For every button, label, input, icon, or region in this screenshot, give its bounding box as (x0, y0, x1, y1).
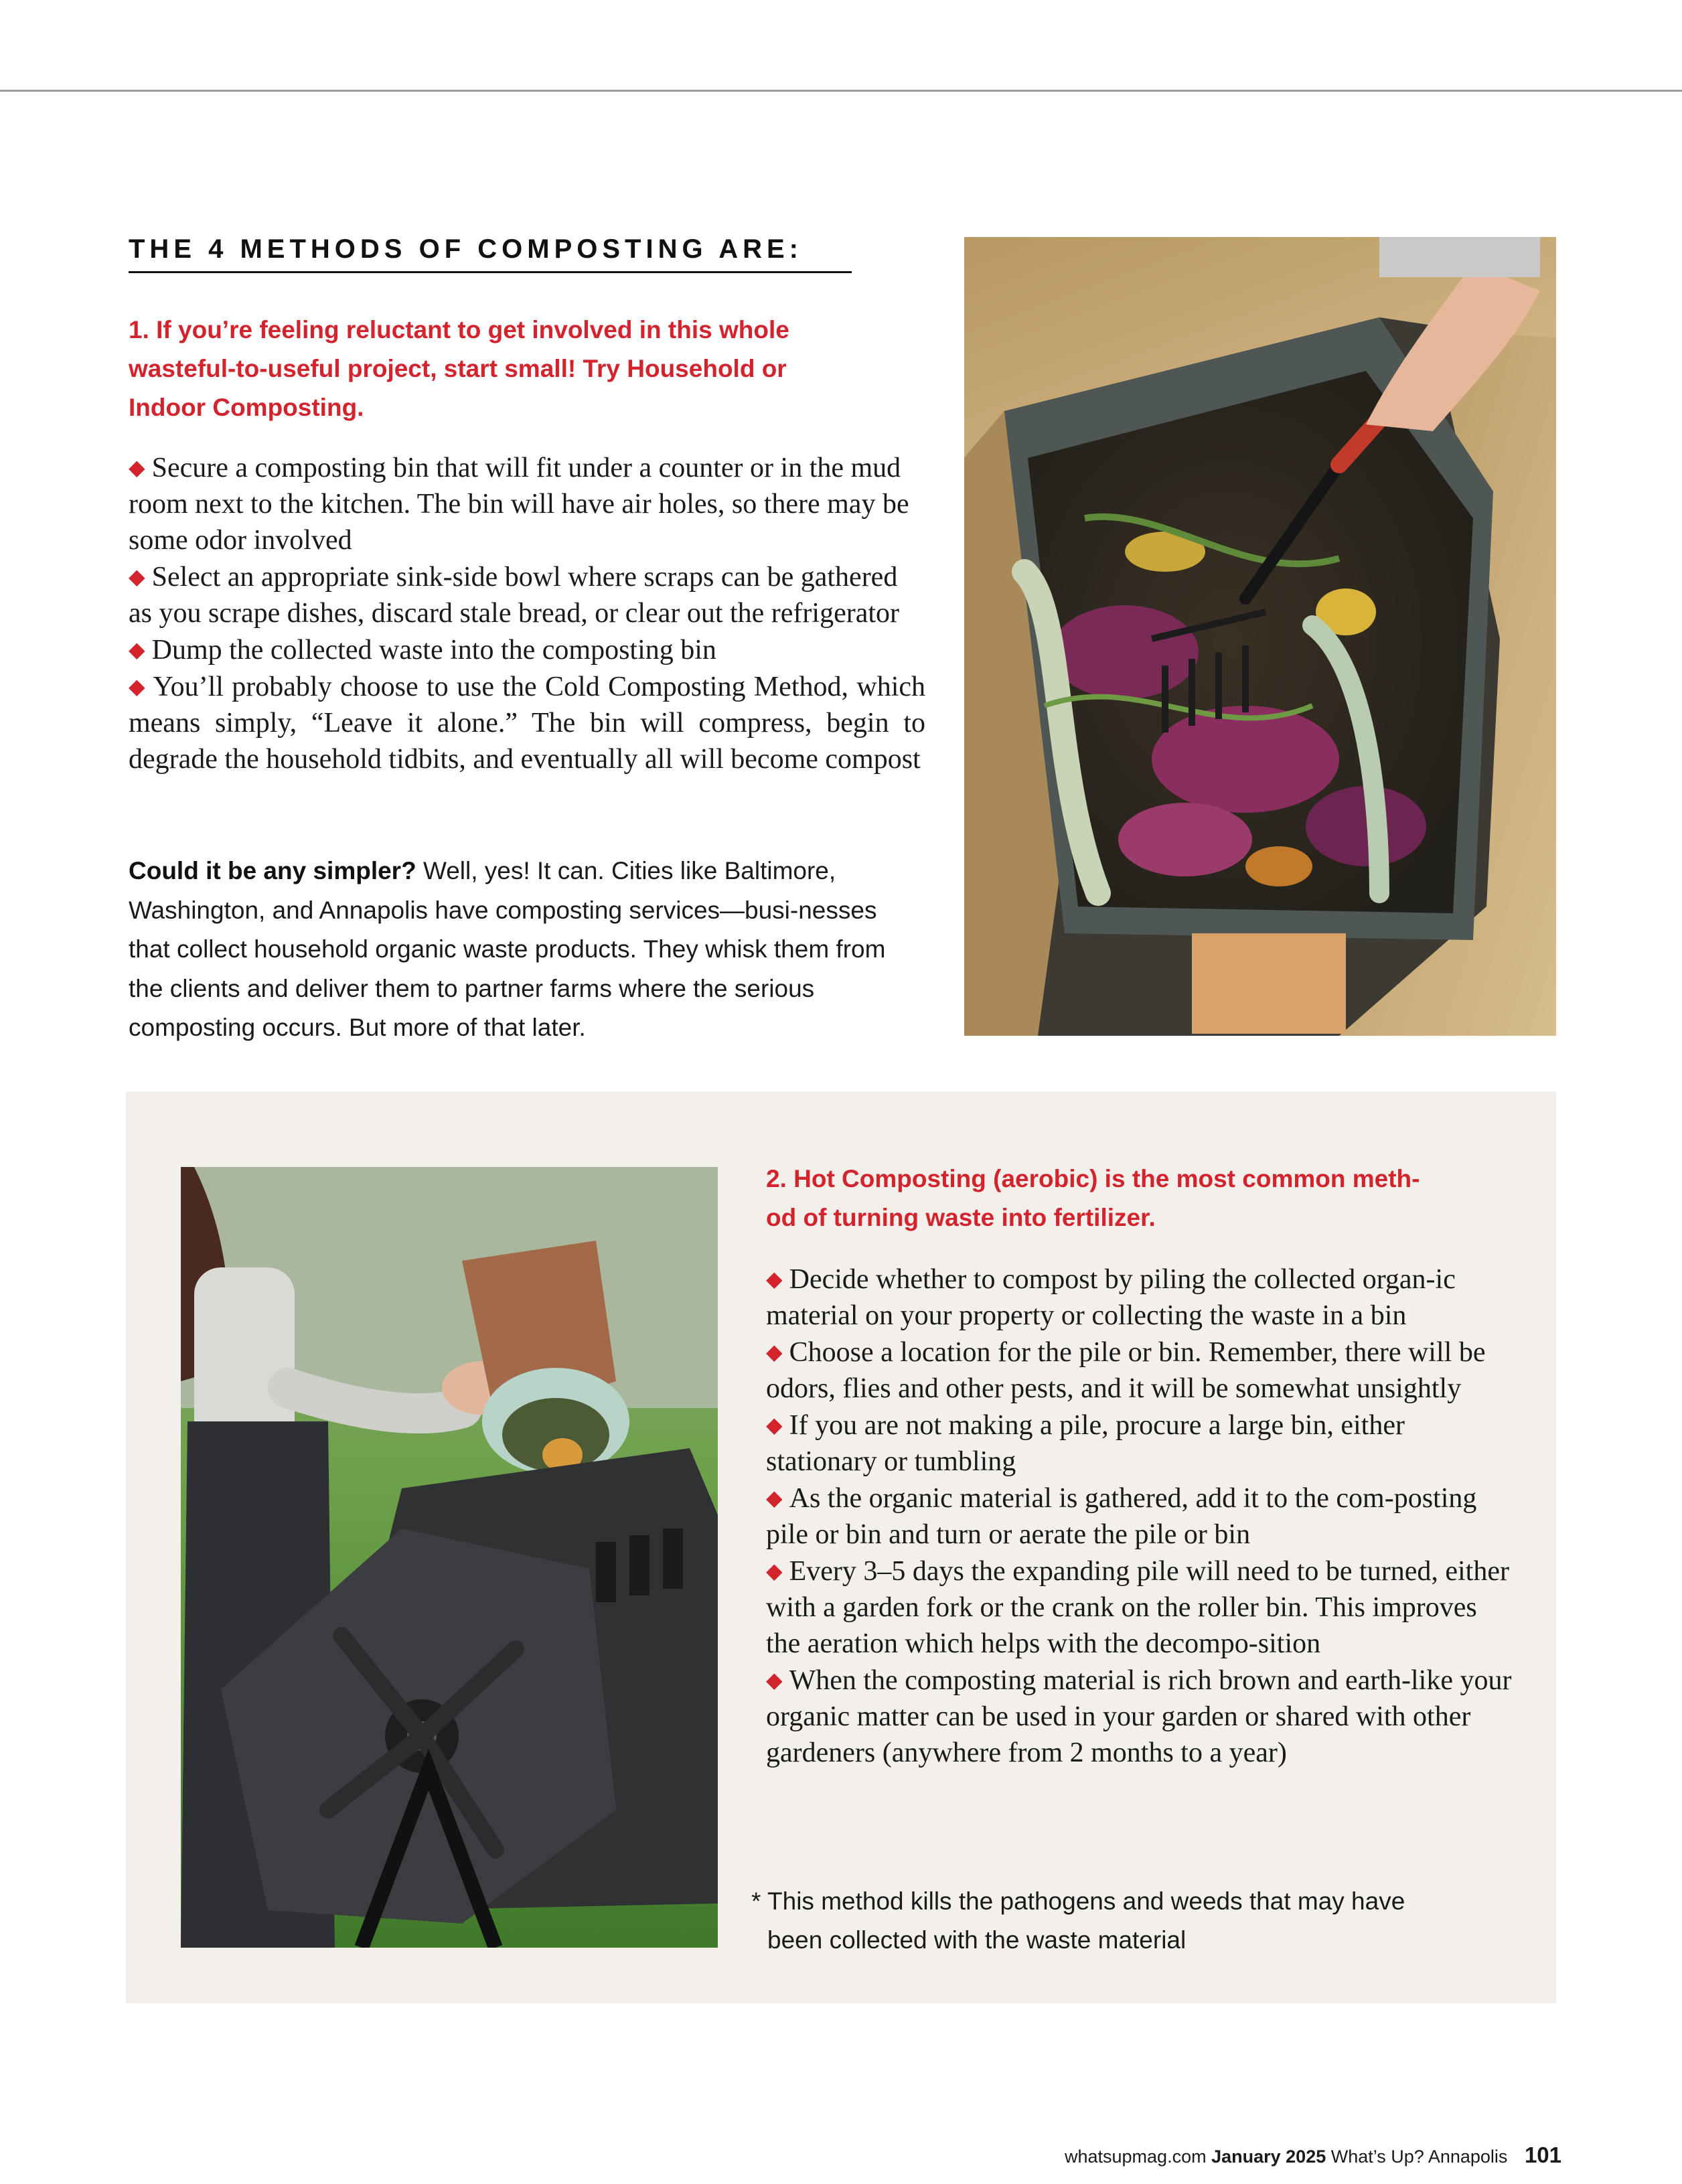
diamond-bullet-icon: ◆ (766, 1267, 783, 1291)
list-item-text: Choose a location for the pile or bin. Remember, there will be odors, flies and other pests, and it will be somewhat unsightly (766, 1337, 1486, 1404)
simpler-paragraph (129, 852, 899, 1048)
compost-box-photo (964, 237, 1556, 1036)
method2-bullet-list (766, 1261, 1513, 1771)
method1-bullet-list (129, 449, 925, 777)
list-item (766, 1261, 1513, 1334)
footer-site: whatsupmag.com (1064, 2147, 1207, 2167)
footer-publication: What’s Up? Annapolis (1330, 2147, 1508, 2167)
list-item-text: As the organic material is gathered, add it to the com-posting pile or bin and turn or aerate the pile or bin (766, 1483, 1477, 1550)
list-item (766, 1662, 1513, 1771)
method2-intro-line: od of turning waste into fertilizer. (766, 1204, 1156, 1231)
diamond-bullet-icon: ◆ (129, 455, 145, 479)
simpler-body: Well, yes! It can. Cities like Baltimore, Washington, and Annapolis have composting services—busi-nesses that collect household organic waste products. They whisk them from the clients and deliver them to partner farms where the serious composting occurs. But more of that later. (129, 857, 886, 1041)
list-item (129, 631, 925, 668)
diamond-bullet-icon: ◆ (766, 1668, 783, 1692)
method1-intro-line: wasteful-to-useful project, start small! Try Household or (129, 355, 787, 382)
method2-intro (766, 1160, 1516, 1237)
diamond-bullet-icon: ◆ (766, 1559, 783, 1583)
diamond-bullet-icon: ◆ (766, 1413, 783, 1437)
list-item-text: Select an appropriate sink-side bowl where scraps can be gathered as you scrape dishes, discard stale bread, or clear out the refrigerator (129, 562, 900, 629)
list-item (766, 1407, 1513, 1480)
simpler-lead: Could it be any simpler? (129, 857, 416, 884)
method1-intro-line: 1. If you’re feeling reluctant to get involved in this whole (129, 316, 789, 343)
heading-underline (129, 271, 852, 273)
list-item (766, 1334, 1513, 1407)
list-item-text: You’ll probably choose to use the Cold Composting Method, which means simply, “Leave it alone.” The bin will compress, begin to degrade the household tidbits, and eventually all will become compost (129, 672, 926, 775)
list-item (129, 668, 925, 777)
diamond-bullet-icon: ◆ (129, 674, 147, 698)
method2-intro-line: 2. Hot Composting (aerobic) is the most common meth- (766, 1165, 1420, 1192)
diamond-bullet-icon: ◆ (766, 1340, 783, 1364)
method2-footnote (751, 1882, 1521, 1960)
page-number: 101 (1524, 2142, 1561, 2167)
list-item (766, 1553, 1513, 1662)
method1-intro (129, 311, 899, 427)
diamond-bullet-icon: ◆ (129, 564, 145, 589)
page-footer (1065, 2142, 1561, 2168)
list-item (129, 449, 925, 558)
section-heading: THE 4 METHODS OF COMPOSTING ARE: (129, 234, 803, 264)
list-item-text: Decide whether to compost by piling the collected organ-ic material on your property or collecting the waste in a bin (766, 1264, 1456, 1331)
list-item-text: When the composting material is rich brown and earth-like your organic matter can be used in your garden or shared with other gardeners (anywhere from 2 months to a year) (766, 1665, 1512, 1768)
footer-date: January 2025 (1211, 2147, 1326, 2167)
list-item (766, 1480, 1513, 1553)
tumbler-composter-photo (181, 1167, 718, 1948)
method1-intro-line: Indoor Composting. (129, 394, 364, 421)
list-item-text: If you are not making a pile, procure a large bin, either stationary or tumbling (766, 1410, 1405, 1477)
footnote-line: * This method kills the pathogens and weeds that may have (751, 1887, 1405, 1915)
list-item-text: Secure a composting bin that will fit under a counter or in the mud room next to the kitchen. The bin will have air holes, so there may be some odor involved (129, 453, 909, 556)
footnote-line: been collected with the waste material (767, 1926, 1187, 1954)
list-item (129, 558, 925, 631)
top-rule (0, 90, 1682, 92)
list-item-text: Dump the collected waste into the composting bin (151, 635, 716, 666)
diamond-bullet-icon: ◆ (129, 637, 145, 661)
diamond-bullet-icon: ◆ (766, 1486, 783, 1510)
list-item-text: Every 3–5 days the expanding pile will need to be turned, either with a garden fork or the crank on the roller bin. This improves the aeration which helps with the decompo-sition (766, 1556, 1509, 1659)
